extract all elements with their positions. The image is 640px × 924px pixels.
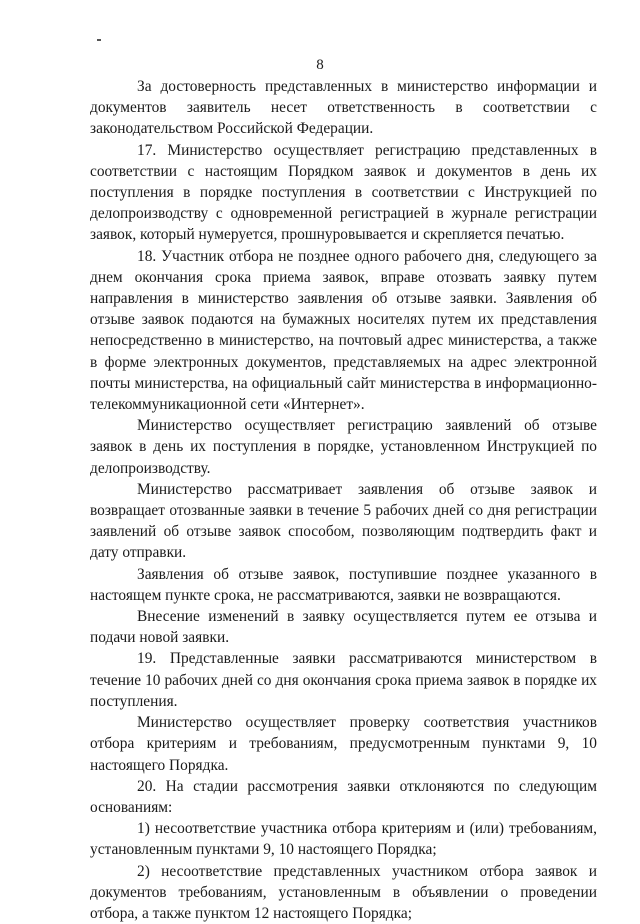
paragraph-late-withdrawal: Заявления об отзыве заявок, поступившие позднее указанного в настоящем пункте срока, не рассматриваются, заявки не возвращаются. bbox=[90, 565, 597, 604]
paragraph-return: Министерство рассматривает заявления об отзыве заявок и возвращает отозванные заявки в течение 5 рабочих дней со дня регистрации заявлений об отзыве заявок способом, позволяющим подтвердить факт и дату отправки. bbox=[90, 480, 597, 562]
paragraph-registration: Министерство осуществляет регистрацию заявлений об отзыве заявок в день их поступления в порядке, установленном Инструкцией по делопроизводству. bbox=[90, 417, 597, 477]
scan-artifact bbox=[97, 39, 101, 41]
document-body bbox=[90, 76, 597, 924]
page-number: 8 bbox=[316, 57, 324, 73]
list-item-1: 1) несоответствие участника отбора критериям и (или) требованиям, установленным пунктами 9, 10 настоящего Порядка; bbox=[90, 820, 597, 859]
paragraph-responsibility: За достоверность представленных в министерство информации и документов заявитель несет ответственность в соответствии с законодательством Российской Федерации. bbox=[90, 78, 597, 138]
paragraph-changes: Внесение изменений в заявку осуществляется путем ее отзыва и подачи новой заявки. bbox=[90, 608, 597, 647]
paragraph-17: 17. Министерство осуществляет регистрацию представленных в соответствии с настоящим Порядком заявок и документов в день их поступления в порядке поступления в соответствии с Инструкцией по делопроизводству с одновременной регистрацией в журнале регистрации заявок, который нумеруется, прошнуровывается и скрепляется печатью. bbox=[90, 141, 597, 244]
list-item-2: 2) несоответствие представленных участником отбора заявок и документов требованиям, установленным в объявлении о проведении отбора, а также пунктом 12 настоящего Порядка; bbox=[90, 862, 597, 922]
paragraph-20: 20. На стадии рассмотрения заявки отклоняются по следующим основаниям: bbox=[90, 777, 597, 816]
paragraph-compliance-check: Министерство осуществляет проверку соответствия участников отбора критериям и требованиям, предусмотренным пунктами 9, 10 настоящего Порядка. bbox=[90, 714, 597, 774]
paragraph-19: 19. Представленные заявки рассматриваются министерством в течение 10 рабочих дней со дня окончания срока приема заявок в порядке их поступления. bbox=[90, 650, 597, 710]
paragraph-18: 18. Участник отбора не позднее одного рабочего дня, следующего за днем окончания срока приема заявок, вправе отозвать заявку путем направления в министерство заявления об отзыве заявки. Заявления об отзыве заявок подаются на бумажных носителях путем их представления непосредственно в министерство, на почтовый адрес министерства, а также в форме электронных документов, представляемых на адрес электронной почты министерства, на официальный сайт министерства в информационно-телекоммуникационной сети «Интернет». bbox=[90, 247, 597, 414]
